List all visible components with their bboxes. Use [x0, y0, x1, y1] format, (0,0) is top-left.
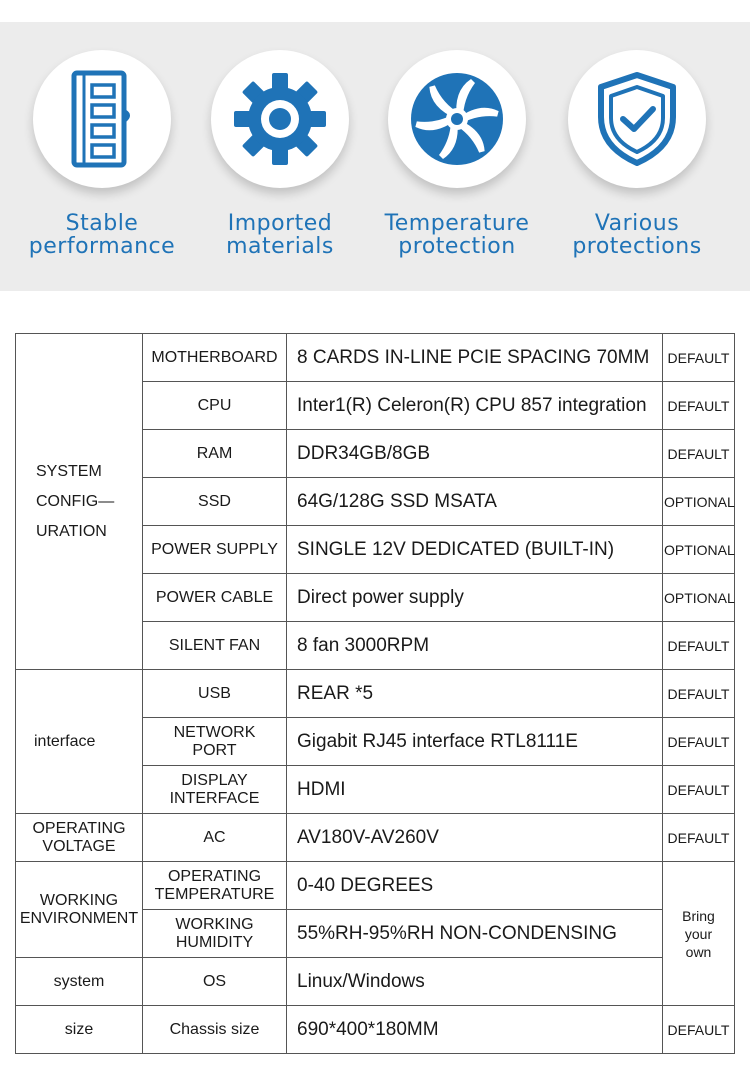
item-cell: [143, 718, 287, 766]
category-line: ENVIRONMENT: [19, 909, 139, 927]
item-cell: AC: [143, 814, 287, 862]
item-line: HUMIDITY: [175, 933, 254, 951]
value-cell: 8 fan 3000RPM: [287, 622, 663, 670]
category-line: SYSTEM: [36, 462, 102, 480]
item-line: NETWORK: [173, 723, 256, 741]
feature-label-line: Temperature: [384, 211, 530, 236]
status-cell: OPTIONAL: [663, 574, 735, 622]
value-cell: REAR *5: [287, 670, 663, 718]
table-row: [16, 958, 735, 1006]
status-cell: DEFAULT: [663, 1006, 735, 1054]
item-line: INTERFACE: [169, 789, 260, 807]
item-cell: [143, 862, 287, 910]
item-cell: POWER CABLE: [143, 574, 287, 622]
status-line: own: [685, 943, 712, 960]
item-cell: Chassis size: [143, 1006, 287, 1054]
feature-banner: [0, 22, 750, 291]
feature-label-line: protection: [398, 234, 516, 259]
value-cell: 690*400*180MM: [287, 1006, 663, 1054]
feature-label-line: Various: [594, 211, 680, 236]
spec-table: [15, 333, 735, 1054]
feature-label-line: performance: [28, 234, 176, 259]
category-line: VOLTAGE: [42, 837, 116, 855]
item-line: PORT: [192, 741, 237, 759]
item-cell: OS: [143, 958, 287, 1006]
feature-label-line: protections: [572, 234, 702, 259]
status-cell: OPTIONAL: [663, 478, 735, 526]
item-cell: SSD: [143, 478, 287, 526]
category-operating-voltage: [16, 814, 143, 862]
table-row: [16, 1006, 735, 1054]
feature-label-line: Stable: [65, 211, 139, 236]
table-row: [16, 334, 735, 382]
item-cell: SILENT FAN: [143, 622, 287, 670]
item-cell: [143, 766, 287, 814]
feature-icon-circle: [388, 50, 526, 188]
value-cell: Gigabit RJ45 interface RTL8111E: [287, 718, 663, 766]
item-line: WORKING: [175, 915, 254, 933]
category-interface: interface: [16, 670, 143, 814]
item-cell: MOTHERBOARD: [143, 334, 287, 382]
value-cell: 8 CARDS IN-LINE PCIE SPACING 70MM: [287, 334, 663, 382]
item-line: TEMPERATURE: [154, 885, 275, 903]
status-cell: OPTIONAL: [663, 526, 735, 574]
item-cell: CPU: [143, 382, 287, 430]
feature-label-line: materials: [226, 234, 334, 259]
value-cell: HDMI: [287, 766, 663, 814]
feature-label-line: Imported: [227, 211, 333, 236]
value-cell: 55%RH-95%RH NON-CONDENSING: [287, 910, 663, 958]
item-line: OPERATING: [167, 867, 262, 885]
feature-label: [537, 212, 737, 258]
category-line: OPERATING: [32, 819, 126, 837]
table-row: [16, 862, 735, 910]
value-cell: 0-40 DEGREES: [287, 862, 663, 910]
feature-label: [2, 212, 202, 258]
status-line: Bring: [682, 907, 715, 924]
value-cell: Direct power supply: [287, 574, 663, 622]
status-cell: DEFAULT: [663, 718, 735, 766]
category-size: size: [16, 1006, 143, 1054]
status-cell: DEFAULT: [663, 622, 735, 670]
value-cell: DDR34GB/8GB: [287, 430, 663, 478]
fan-icon: [407, 69, 507, 169]
feature-label: [357, 212, 557, 258]
value-cell: AV180V-AV260V: [287, 814, 663, 862]
status-cell: DEFAULT: [663, 670, 735, 718]
status-line: your: [684, 925, 713, 942]
feature-icon-circle: [33, 50, 171, 188]
table-row: [16, 670, 735, 718]
value-cell: SINGLE 12V DEDICATED (BUILT-IN): [287, 526, 663, 574]
table-row: [16, 814, 735, 862]
value-cell: 64G/128G SSD MSATA: [287, 478, 663, 526]
feature-icon-circle: [211, 50, 349, 188]
value-cell: Inter1(R) Celeron(R) CPU 857 integration: [287, 382, 663, 430]
status-cell: DEFAULT: [663, 766, 735, 814]
item-cell: USB: [143, 670, 287, 718]
ram-chip-icon: [52, 69, 152, 169]
status-cell-bring-your-own: [663, 862, 735, 1006]
category-line: URATION: [36, 522, 107, 540]
item-cell: [143, 910, 287, 958]
status-cell: DEFAULT: [663, 814, 735, 862]
feature-label: [180, 212, 380, 258]
item-line: DISPLAY: [181, 771, 248, 789]
category-line: CONFIG—: [36, 492, 115, 510]
status-cell: DEFAULT: [663, 334, 735, 382]
category-working-environment: [16, 862, 143, 958]
status-cell: DEFAULT: [663, 382, 735, 430]
shield-check-icon: [587, 69, 687, 169]
status-cell: DEFAULT: [663, 430, 735, 478]
gear-icon: [230, 69, 330, 169]
category-system: system: [16, 958, 143, 1006]
category-system-config: [16, 334, 143, 670]
item-cell: RAM: [143, 430, 287, 478]
category-line: WORKING: [39, 891, 119, 909]
feature-icon-circle: [568, 50, 706, 188]
item-cell: POWER SUPPLY: [143, 526, 287, 574]
value-cell: Linux/Windows: [287, 958, 663, 1006]
